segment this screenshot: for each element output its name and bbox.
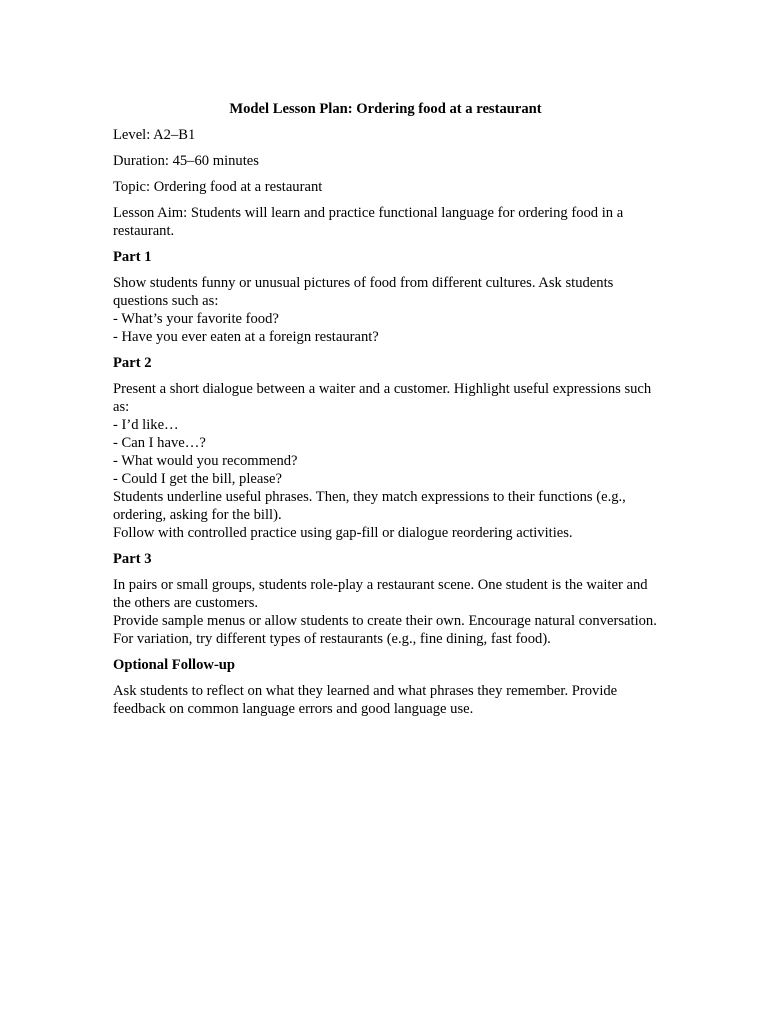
document-page: [113, 100, 658, 726]
lesson-aim: Lesson Aim: Students will learn and practice functional language for ordering food in a restaurant.: [113, 205, 624, 239]
body-line: For variation, try different types of restaurants (e.g., fine dining, fast food).: [113, 631, 551, 647]
section-body-part-3: [113, 576, 658, 648]
body-line: In pairs or small groups, students role-play a restaurant scene. One student is the waiter and the others are customers.: [113, 577, 648, 611]
section-heading-part-1: Part 1: [113, 249, 152, 265]
section-body-part-2: [113, 380, 658, 542]
body-line: Present a short dialogue between a waiter and a customer. Highlight useful expressions such as:: [113, 381, 652, 415]
section-body-part-1: [113, 274, 658, 346]
body-line: - Could I get the bill, please?: [113, 471, 282, 487]
duration-line: Duration: 45–60 minutes: [113, 153, 259, 169]
section-heading-optional-follow-up: Optional Follow-up: [113, 657, 236, 673]
body-line: Provide sample menus or allow students to create their own. Encourage natural conversation.: [113, 613, 657, 629]
body-line: - Have you ever eaten at a foreign restaurant?: [113, 329, 379, 345]
body-line: - What’s your favorite food?: [113, 311, 279, 327]
section-heading-part-2: Part 2: [113, 355, 152, 371]
document-title: Model Lesson Plan: Ordering food at a restaurant: [229, 101, 542, 117]
topic-line: Topic: Ordering food at a restaurant: [113, 179, 323, 195]
level-line: Level: A2–B1: [113, 127, 196, 143]
body-line: Follow with controlled practice using gap-fill or dialogue reordering activities.: [113, 525, 573, 541]
section-body-optional-follow-up: [113, 682, 658, 718]
body-line: - Can I have…?: [113, 435, 206, 451]
body-line: Ask students to reflect on what they learned and what phrases they remember. Provide feedback on common language errors and good language use.: [113, 683, 618, 717]
body-line: - What would you recommend?: [113, 453, 298, 469]
body-line: Students underline useful phrases. Then, they match expressions to their functions (e.g., ordering, asking for the bill).: [113, 489, 626, 523]
body-line: - I’d like…: [113, 417, 179, 433]
body-line: Show students funny or unusual pictures of food from different cultures. Ask students questions such as:: [113, 275, 614, 309]
section-heading-part-3: Part 3: [113, 551, 152, 567]
